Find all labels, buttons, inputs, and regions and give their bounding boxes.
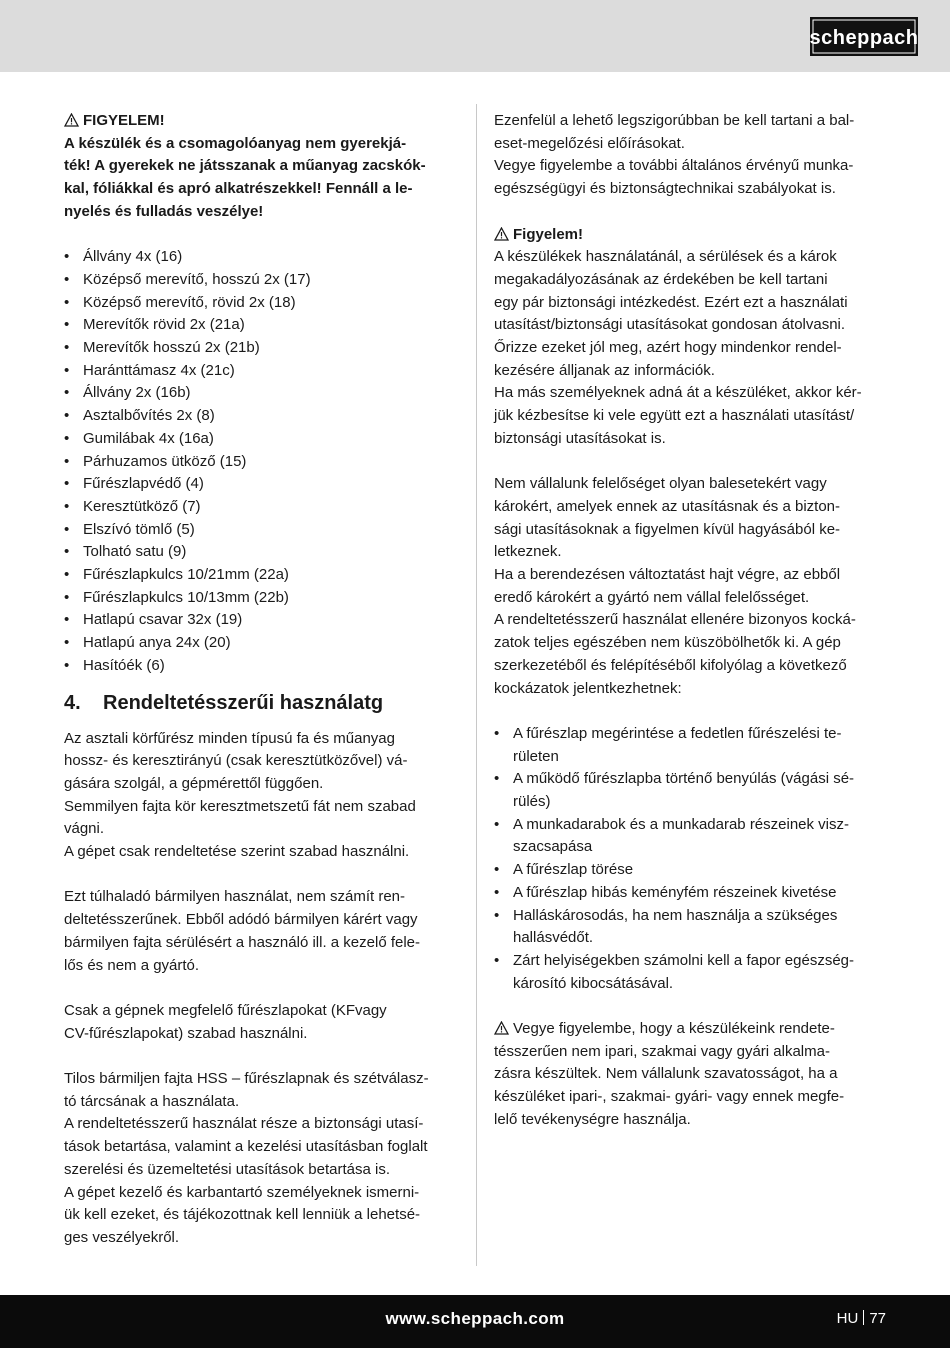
attention-block: Figyelem! A készülékek használatánál, a sérülések és a károk megakadályozásának az érdekében be kell tartani egy pár biztonsági intézkedést. Ezért ezt a használati utasítást/biztonsági utasításokat gondosan átolvasni. Őrizze ezeket jól meg, azért hogy mindenkor rendel- kezésére álljanak az információk. Ha más személyeknek adná át a készüléket, akkor kér- jük kézbesítse ki vele együtt ezt a használati utasítást/ biztonsági utasításokat is.: [494, 225, 862, 447]
page-header: [0, 0, 950, 72]
list-item: • Fűrészlapkulcs 10/21mm (22a): [64, 566, 289, 584]
list-item: • Merevítők rövid 2x (21a): [64, 316, 245, 334]
page-footer: [0, 1295, 950, 1348]
list-item: • Középső merevítő, hosszú 2x (17): [64, 270, 311, 288]
warning-block: [64, 110, 456, 224]
list-item: • Asztalbővítés 2x (8): [64, 407, 215, 425]
paragraph: Ezt túlhaladó bármilyen használat, nem számít ren- deltetésszerűnek. Ebből adódó bármilyen kárért vagy bármilyen fajta sérülésért a használó ill. a kezelő fele- lős és nem a gyártó.: [64, 888, 421, 974]
left-column: [64, 110, 456, 1250]
page-number: HU 77: [836, 1310, 886, 1327]
list-item: • Hatlapú csavar 32x (19): [64, 611, 243, 629]
final-note: Vegye figyelembe, hogy a készülékeink rendete- tésszerűen nem ipari, szakmai vagy gyári alkalma- zásra készültek. Nem vállalunk szavatosságot, ha a készüléket ipari-, szakmai- gyári- vagy ennek megfe- lelő tevékenységre használja.: [494, 1020, 845, 1128]
list-item: • Tolható satu (9): [64, 543, 187, 561]
list-item: • Állvány 2x (16b): [64, 384, 191, 402]
column-divider: [476, 104, 477, 1266]
risk-list: [494, 723, 886, 995]
list-item: • Zárt helyiségekben számolni kell a fapor egészség- károsító kibocsátásával.: [494, 951, 855, 992]
list-item: • A fűrészlap megérintése a fedetlen fűrészelési te- rületen: [494, 724, 842, 765]
logo-text: scheppach: [810, 27, 918, 49]
paragraph: Ezenfelül a lehető legszigorúbban be kell tartani a bal- eset-megelőzési előírásokat. Vegye figyelembe a további általános érvényű munka- egészségügyi és biztonságtechnikai szabályokat is.: [494, 112, 855, 198]
warning-title: FIGYELEM!: [83, 112, 165, 129]
parts-list: [64, 246, 456, 677]
list-item: • Hatlapú anya 24x (20): [64, 634, 231, 652]
list-item: • Párhuzamos ütköző (15): [64, 452, 247, 470]
list-item: • Keresztütköző (7): [64, 497, 201, 515]
attention-title: Figyelem!: [513, 225, 584, 243]
paragraph: Az asztali körfűrész minden típusú fa és műanyag hossz- és keresztirányú (csak keresztütközővel) vá- gására szolgál, a gépmérettől függően. Semmilyen fajta kör keresztmetszetű fát nem szabad vágni. A gépet csak rendeltetése szerint szabad használni.: [64, 729, 416, 861]
right-column: [494, 110, 886, 1132]
list-item: • Fűrészlapkulcs 10/13mm (22b): [64, 588, 289, 606]
website-link[interactable]: www.scheppach.com: [385, 1309, 565, 1328]
list-item: • A fűrészlap törése: [494, 861, 634, 879]
list-item: • Hasítóék (6): [64, 656, 165, 674]
list-item: • Haránttámasz 4x (21c): [64, 361, 235, 379]
list-item: • Halláskárosodás, ha nem használja a szükséges hallásvédőt.: [494, 906, 838, 947]
list-item: • Fűrészlapvédő (4): [64, 475, 204, 493]
warning-text: A készülék és a csomagolóanyag nem gyerekjá- ték! A gyerekek ne játsszanak a műanyag zacskók- kal, fóliákkal és apró alkatrészekkel! Fennáll a le- nyelés és fulladás veszélye!: [64, 134, 426, 220]
paragraph: Tilos bármiljen fajta HSS – fűrészlapnak és szétválasz- tó tárcsának a használata. A rendeltetésszerű használat része a biztonsági utasí- tások betartása, valamint a kezelési utasításban foglalt szerelési és üzemeltetési utasítások betartása is. A gépet kezelő és karbantartó személyeknek ismerni- ük kell ezeket, és tájékozottnak kell lenniük a lehetsé- ges veszélyekről.: [64, 1070, 429, 1246]
list-item: • A fűrészlap hibás keményfém részeinek kivetése: [494, 883, 837, 901]
warning-triangle-icon: [494, 1021, 509, 1035]
list-item: • Középső merevítő, rövid 2x (18): [64, 293, 296, 311]
section-heading: 4. Rendeltetésszerűi használatg: [64, 691, 384, 714]
scheppach-logo: [810, 17, 918, 56]
list-item: • Merevítők hosszú 2x (21b): [64, 339, 260, 357]
paragraph: Nem vállalunk felelőséget olyan balesetekért vagy károkért, amelyek ennek az utasításnak és a bizton- sági utasításoknak a figyelmen kívül hagyásából ke- letkeznek. Ha a berendezésen változtatást hajt végre, az ebből eredő károkért a gyártó nem vállal felelősséget. A rendeltetésszerű használat ellenére bizonyos kocká- zatok teljes egészében nem küszöbölhetők ki. A gép szerkezetéből és felépítéséből kifolyólag a következő kockázatok jelentkezhetnek:: [494, 475, 856, 697]
list-item: • Állvány 4x (16): [64, 248, 183, 266]
list-item: • Gumilábak 4x (16a): [64, 429, 214, 447]
list-item: • A működő fűrészlapba történő benyúlás (vágási sé- rülés): [494, 770, 855, 811]
paragraph: Csak a gépnek megfelelő fűrészlapokat (KFvagy CV-fűrészlapokat) szabad használni.: [64, 1001, 387, 1042]
list-item: • Elszívó tömlő (5): [64, 520, 195, 538]
list-item: • A munkadarabok és a munkadarab részeinek visz- szacsapása: [494, 815, 850, 856]
warning-triangle-icon: [64, 113, 79, 127]
warning-triangle-icon: [494, 227, 509, 241]
